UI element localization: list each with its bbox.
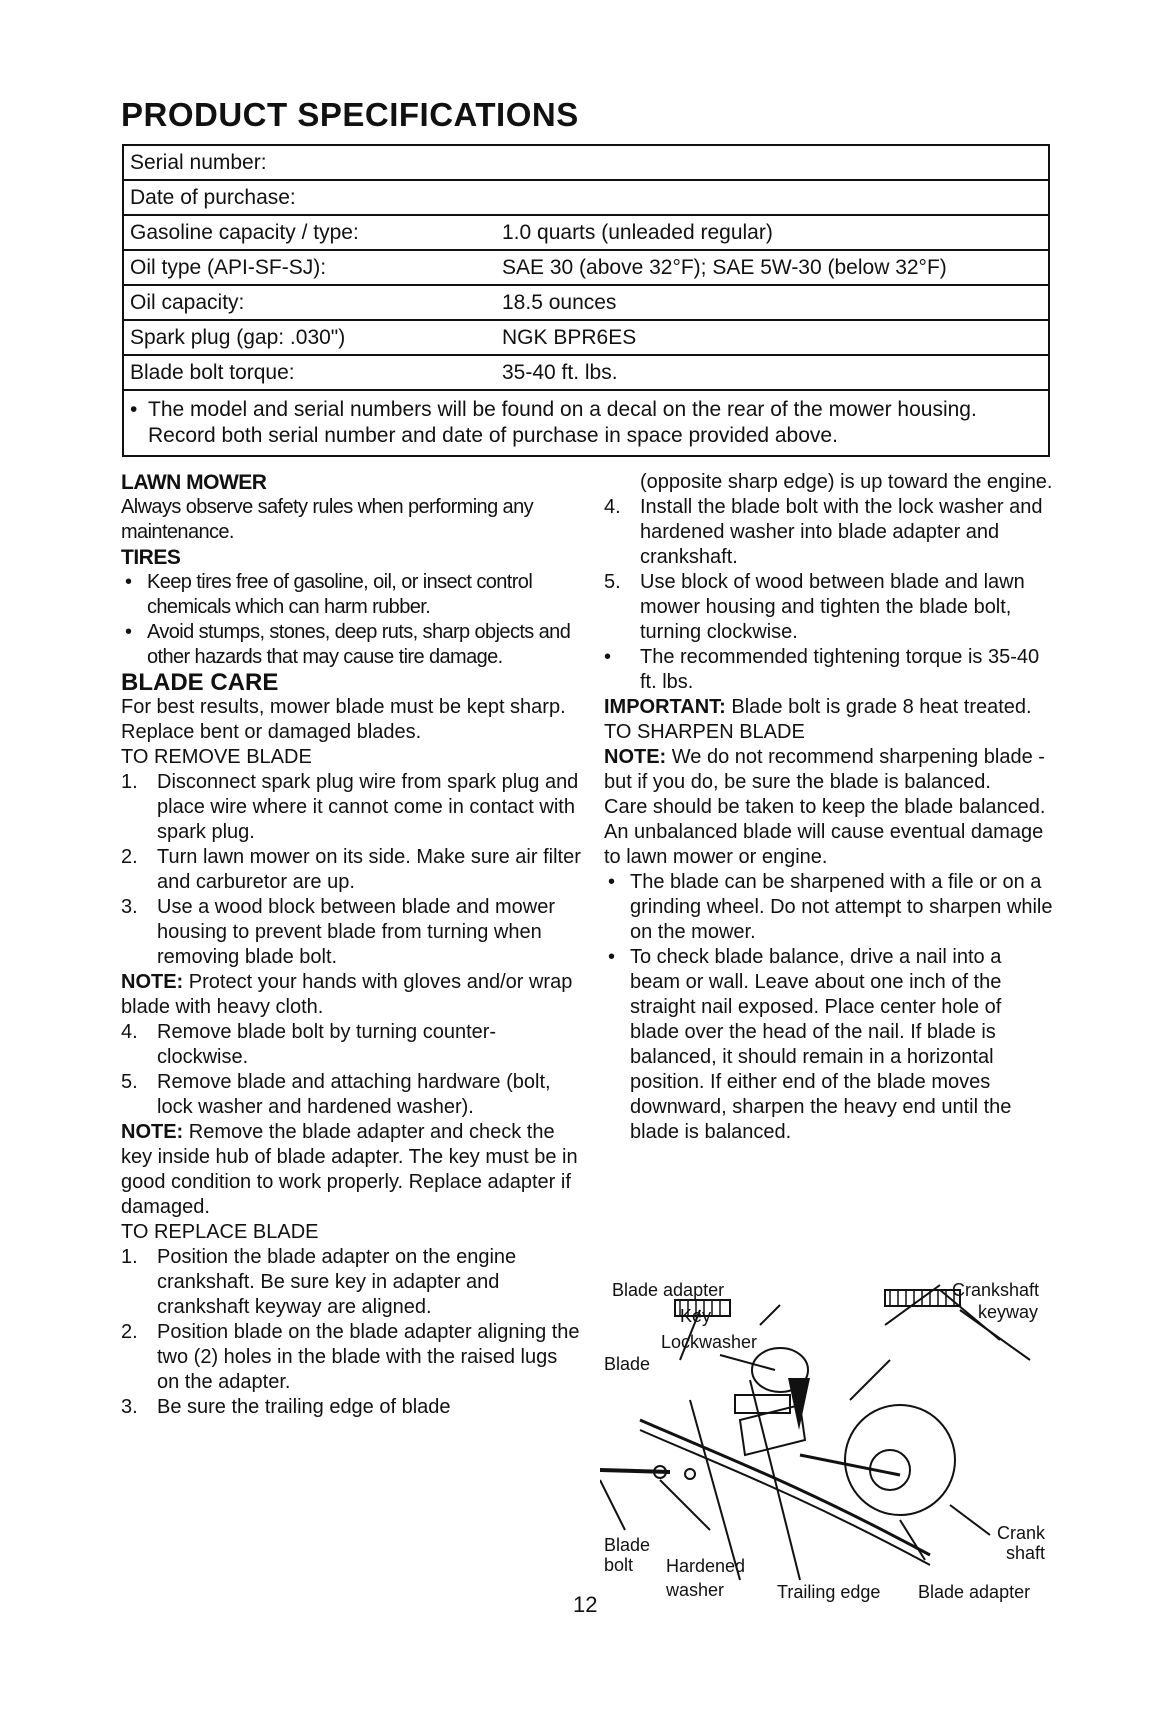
list-item	[121, 1320, 581, 1395]
spec-label: Spark plug (gap: .030")	[130, 326, 346, 349]
note-label: NOTE:	[121, 1121, 184, 1143]
label-blade-adapter: Blade adapter	[612, 1280, 725, 1300]
step-number: 4.	[604, 496, 621, 518]
list-item-text: Keep tires free of gasoline, oil, or insect control chemicals which can harm rubber.	[147, 571, 533, 618]
spec-row-spark-plug	[124, 321, 1048, 356]
spec-label: Serial number:	[130, 151, 267, 174]
housing-edge-line	[690, 1400, 740, 1580]
note-text: Protect your hands with gloves and/or wrap blade with heavy cloth.	[121, 971, 573, 1018]
step-number: 1.	[121, 1246, 138, 1268]
spec-row-serial	[124, 146, 1048, 181]
leader-line	[660, 1480, 710, 1530]
list-item-text: To check blade balance, drive a nail into a beam or wall. Leave about one inch of the straight nail exposed. Place center hole of blade over the head of the nail. If blade is balanced, it should remain in a horizontal position. If either end of the blade moves downward, sharpen the heavy end until the blade is balanced.	[630, 946, 1012, 1143]
list-item	[604, 570, 1054, 645]
note-paragraph	[121, 1120, 581, 1220]
label-line: Crank	[997, 1523, 1046, 1543]
list-item	[604, 645, 1054, 695]
list-item	[121, 770, 581, 845]
step-text: Install the blade bolt with the lock washer and hardened washer into blade adapter and crankshaft.	[640, 496, 1043, 568]
step-text: Disconnect spark plug wire from spark plug and place wire where it cannot come in contact with spark plug.	[157, 771, 579, 843]
lawn-mower-heading: LAWN MOWER	[121, 471, 267, 494]
care-paragraph: Care should be taken to keep the blade balanced. An unbalanced blade will cause eventual damage to lawn mower or engine.	[604, 796, 1046, 868]
spec-label: Date of purchase:	[130, 186, 296, 209]
spec-label: Oil type (API-SF-SJ):	[130, 256, 327, 279]
specifications-table	[122, 144, 1050, 457]
list-item	[121, 570, 581, 620]
list-item	[121, 1245, 581, 1320]
important-label: IMPORTANT:	[604, 696, 726, 718]
spec-label: Blade bolt torque:	[130, 361, 295, 384]
lawn-mower-intro: Always observe safety rules when performing any maintenance.	[121, 496, 534, 543]
label-trailing-edge: Trailing edge	[777, 1582, 881, 1602]
leader-line	[950, 1505, 990, 1535]
list-item	[121, 1020, 581, 1070]
blade-assembly-diagram	[600, 1280, 1060, 1610]
spec-row-purchase-date	[124, 181, 1048, 216]
bullet-icon: •	[608, 946, 616, 968]
left-column	[121, 470, 581, 1420]
spec-value: SAE 30 (above 32°F); SAE 5W-30 (below 32°F)	[502, 256, 947, 279]
label-line: bolt	[604, 1555, 634, 1575]
spec-row-oil-capacity	[124, 286, 1048, 321]
spec-value: 35-40 ft. lbs.	[502, 361, 618, 384]
spec-label: Gasoline capacity / type:	[130, 221, 359, 244]
spec-value: NGK BPR6ES	[502, 326, 637, 349]
list-item	[121, 1070, 581, 1120]
spec-row-blade-torque	[124, 356, 1048, 391]
note-label: NOTE:	[604, 746, 667, 768]
step-text: Be sure the trailing edge of blade	[157, 1396, 451, 1418]
note-paragraph	[121, 970, 581, 1020]
step-text: Position blade on the blade adapter aligning the two (2) holes in the blade with the raised lugs on the adapter.	[157, 1321, 580, 1393]
step-number: 4.	[121, 1021, 138, 1043]
step-text: Remove blade bolt by turning counter-clockwise.	[157, 1021, 497, 1068]
leader-line	[600, 1480, 625, 1530]
replace-blade-heading: TO REPLACE BLADE	[121, 1221, 319, 1243]
tires-heading: TIRES	[121, 546, 181, 569]
list-item-text: The recommended tightening torque is 35-40 ft. lbs.	[640, 646, 1040, 693]
leader-line	[720, 1355, 775, 1370]
spec-note	[124, 391, 1048, 455]
bullet-icon: •	[125, 621, 132, 643]
list-item	[121, 845, 581, 895]
label-line: shaft	[1006, 1543, 1046, 1563]
bullet-icon: •	[608, 871, 616, 893]
label-lockwasher: Lockwasher	[661, 1332, 758, 1352]
spec-row-oil-type	[124, 251, 1048, 286]
label-line: Blade	[604, 1535, 651, 1555]
step-continuation: (opposite sharp edge) is up toward the engine.	[640, 471, 1053, 493]
remove-blade-heading: TO REMOVE BLADE	[121, 746, 312, 768]
step-number: 2.	[121, 846, 138, 868]
step-text: Use a wood block between blade and mower housing to prevent blade from turning when removing blade bolt.	[157, 896, 556, 968]
label-crankshaft-bottom	[992, 1523, 1045, 1563]
list-item	[121, 1395, 581, 1420]
blade-care-intro: For best results, mower blade must be kept sharp. Replace bent or damaged blades.	[121, 696, 566, 743]
list-item-text: The blade can be sharpened with a file or on a grinding wheel. Do not attempt to sharpen while on the mower.	[630, 871, 1053, 943]
label-hardened: Hardened	[666, 1556, 746, 1576]
blade-bolt-shape	[600, 1470, 670, 1472]
spec-label: Oil capacity:	[130, 291, 245, 314]
bullet-icon: •	[604, 646, 612, 668]
list-item	[604, 870, 1054, 945]
list-item	[604, 945, 1054, 1145]
note-paragraph	[604, 745, 1054, 795]
important-paragraph	[604, 695, 1054, 720]
list-item	[604, 495, 1054, 570]
label-blade-adapter-bottom: Blade adapter	[918, 1582, 1031, 1602]
label-blade-bolt	[604, 1535, 650, 1575]
step-number: 2.	[121, 1321, 138, 1343]
note-label: NOTE:	[121, 971, 184, 993]
step-number: 5.	[604, 571, 621, 593]
crankshaft-detail-circle	[845, 1405, 955, 1515]
spec-value: 18.5 ounces	[502, 291, 617, 314]
crankshaft-shape	[800, 1455, 900, 1475]
spec-value: 1.0 quarts (unleaded regular)	[502, 221, 773, 244]
label-washer: washer	[666, 1580, 725, 1600]
blade-outline	[640, 1420, 930, 1555]
spec-row-gasoline	[124, 216, 1048, 251]
bullet-icon: •	[125, 571, 132, 593]
step-text: Remove blade and attaching hardware (bolt, lock washer and hardened washer).	[157, 1071, 551, 1118]
leader-line	[760, 1305, 780, 1325]
step-number: 5.	[121, 1071, 138, 1093]
blade-care-heading: BLADE CARE	[121, 669, 279, 696]
note-text: We do not recommend sharpening blade - but if you do, be sure the blade is balanced.	[604, 746, 1045, 793]
page-title: PRODUCT SPECIFICATIONS	[121, 96, 579, 133]
step-text: Turn lawn mower on its side. Make sure air filter and carburetor are up.	[157, 846, 581, 893]
spec-note-text: The model and serial numbers will be found on a decal on the rear of the mower housing. Record both serial number and date of purchase in space provided above.	[148, 398, 977, 447]
label-keyway: keyway	[978, 1302, 1039, 1322]
list-item-text: Avoid stumps, stones, deep ruts, sharp objects and other hazards that may cause tire damage.	[147, 621, 571, 668]
lockwasher-shape	[685, 1469, 695, 1479]
right-column	[604, 470, 1054, 1145]
sharpen-blade-heading: TO SHARPEN BLADE	[604, 721, 805, 743]
label-crankshaft: Crankshaft	[952, 1280, 1040, 1300]
label-key: Key	[680, 1306, 712, 1326]
step-text: Position the blade adapter on the engine crankshaft. Be sure key in adapter and crankshaft keyway are aligned.	[157, 1246, 517, 1318]
step-number: 3.	[121, 896, 138, 918]
list-item	[121, 620, 581, 670]
note-text: Remove the blade adapter and check the key inside hub of blade adapter. The key must be in good condition to work properly. Replace adapter if damaged.	[121, 1121, 578, 1218]
list-item	[121, 895, 581, 970]
label-blade: Blade	[604, 1354, 651, 1374]
page-number: 12	[573, 1592, 598, 1617]
step-number: 1.	[121, 771, 138, 793]
bullet-icon: •	[130, 398, 138, 421]
step-text: Use block of wood between blade and lawn mower housing and tighten the blade bolt, turning clockwise.	[640, 571, 1025, 643]
important-text: Blade bolt is grade 8 heat treated.	[725, 696, 1032, 718]
arrow-icon	[788, 1378, 810, 1430]
keyway-pointer-line	[850, 1360, 890, 1400]
step-number: 3.	[121, 1396, 138, 1418]
